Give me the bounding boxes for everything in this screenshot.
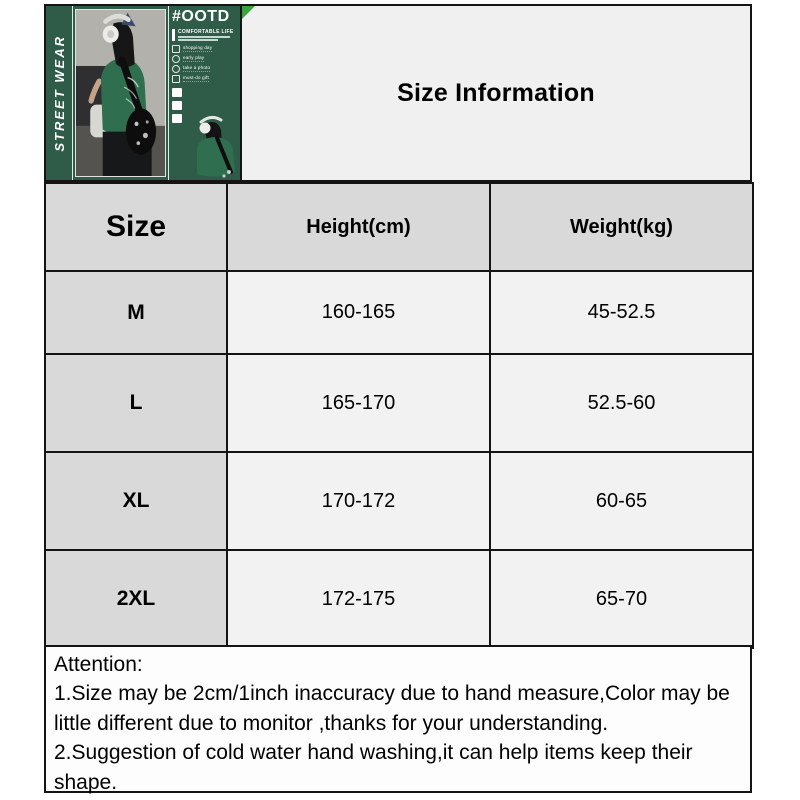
title-box [242, 4, 752, 182]
size-cell: M [45, 271, 227, 354]
attention-note-2: 2.Suggestion of cold water hand washing,it can help items keep their shape. [54, 741, 693, 794]
feature-label: shopping day [183, 45, 213, 51]
weight-cell: 65-70 [490, 550, 753, 648]
streetwear-strip [46, 6, 73, 180]
ootd-hashtag: #OOTD [172, 8, 230, 25]
feature-item [172, 75, 237, 83]
ootd-panel [168, 6, 240, 180]
camera-icon [172, 65, 180, 73]
size-cell: L [45, 354, 227, 452]
shopping-bag-icon [172, 45, 180, 53]
feature-label: must-do gift [183, 75, 209, 81]
gift-icon [172, 75, 180, 83]
height-cell: 172-175 [227, 550, 490, 648]
feature-list [172, 45, 237, 83]
size-cell: XL [45, 452, 227, 550]
attention-note-1: 1.Size may be 2cm/1inch inaccuracy due to hand measure,Color may be little different due to monitor ,thanks for your understanding. [54, 682, 730, 735]
checkbox-square [172, 88, 182, 97]
feature-item [172, 65, 237, 73]
attention-title: Attention: [54, 653, 143, 676]
comfort-block [172, 29, 237, 41]
comfort-title: COMFORTABLE LIFE [178, 28, 234, 35]
table-row [45, 452, 753, 550]
decorative-line [178, 36, 230, 38]
mini-person [191, 114, 239, 180]
page-title: Size Information [397, 78, 595, 107]
weight-cell: 52.5-60 [490, 354, 753, 452]
column-header-height: Height(cm) [227, 183, 490, 271]
height-cell: 160-165 [227, 271, 490, 354]
weight-cell: 45-52.5 [490, 271, 753, 354]
product-photo [75, 9, 166, 177]
streetwear-label: STREET WEAR [51, 34, 67, 152]
weight-cell: 60-65 [490, 452, 753, 550]
column-header-weight: Weight(kg) [490, 183, 753, 271]
feature-item [172, 45, 237, 53]
size-cell: 2XL [45, 550, 227, 648]
table-row [45, 550, 753, 648]
attention-box [44, 645, 752, 793]
height-cell: 170-172 [227, 452, 490, 550]
clock-icon [172, 55, 180, 63]
checkbox-square [172, 114, 182, 123]
size-table [44, 182, 754, 649]
decorative-line [178, 39, 218, 41]
table-row [45, 271, 753, 354]
feature-item [172, 55, 237, 63]
person-illustration [76, 10, 165, 176]
mini-person-illustration [191, 114, 239, 180]
feature-label: early play [183, 55, 205, 61]
top-section [44, 4, 752, 182]
product-photo-card [44, 4, 242, 182]
feature-label: take a photo [183, 65, 211, 71]
corner-fold-icon [242, 6, 255, 19]
table-header-row [45, 183, 753, 271]
column-header-size: Size [45, 183, 227, 271]
height-cell: 165-170 [227, 354, 490, 452]
checkbox-square [172, 101, 182, 110]
table-row [45, 354, 753, 452]
